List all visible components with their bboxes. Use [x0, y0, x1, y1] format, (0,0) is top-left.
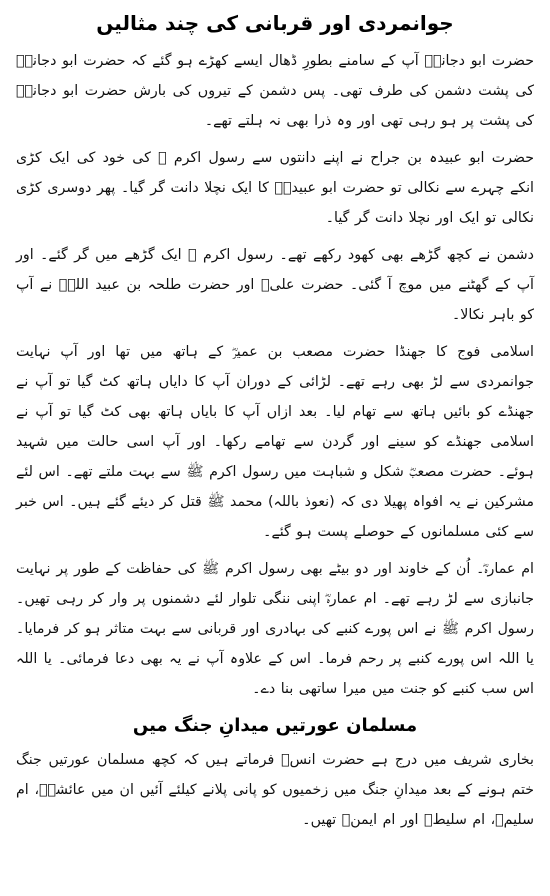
- paragraph-pits: دشمن نے کچھ گڑھے بھی کھود رکھے تھے۔ رسول اکرم ﷺ ایک گڑھے میں گر گئے۔ اور آپ کے گھٹنے میں موچ آ گئی۔ حضرت علیؓ اور حضرت طلحہ بن عبید اللہؓ نے آپ کو باہر نکالا۔: [16, 247, 534, 323]
- paragraph-abu-dujana: حضرت ابو دجانہؓ آپ کے سامنے بطورِ ڈھال ایسے کھڑے ہو گئے کہ حضرت ابو دجانہؓ کی پشت دشمن کی طرف تھی۔ پس دشمن کے تیروں کی بارش حضرت ابو دجانہؓ کی پشت پر ہو رہی تھی اور وہ ذرا بھی نہ ہلتے تھے۔: [16, 53, 534, 129]
- section-title: مسلمان عورتیں میدانِ جنگ میں: [132, 715, 418, 736]
- paragraph-umm-umara: ام عمارہؓ۔ اُن کے خاوند اور دو بیٹے بھی رسول اکرم ﷺ کی حفاظت کے طور پر نہایت جانبازی سے لڑ رہے تھے۔ ام عمارہؓ اپنی ننگی تلوار لئے دشمنوں پر وار کر رہی تھیں۔ رسول اکرم ﷺ نے اس پورے کنبے کی بہادری اور قربانی سے بہت متاثر ہو کر فرمایا۔ یا اللہ اس پورے کنبے پر رحم فرما۔ اس کے علاوہ آپ نے یہ بھی دعا فرمائی۔ یا اللہ اس سب کنبے کو جنت میں میرا ساتھی بنا دے۔: [16, 561, 534, 697]
- page-title: جوانمردی اور قربانی کی چند مثالیں: [96, 11, 454, 35]
- paragraph-abu-ubaidah: حضرت ابو عبیدہ بن جراح نے اپنے دانتوں سے رسول اکرم ﷺ کی خود کی ایک کڑی انکے چہرے سے نکالی تو حضرت ابو عبیدہؓ کا ایک نچلا دانت گر گیا۔ پھر دوسری کڑی نکالی تو ایک اور نچلا دانت گر گیا۔: [16, 150, 534, 226]
- paragraph-women-battlefield: بخاری شریف میں درج ہے حضرت انسؓ فرماتے ہیں کہ کچھ مسلمان عورتیں جنگ ختم ہونے کے بعد میدانِ جنگ میں زخمیوں کو پانی پلانے کیلئے آئیں ان میں عائشہؓ، ام سلیمؓ، ام سلیطؓ اور ام ایمنؓ تھیں۔: [16, 752, 534, 828]
- paragraph-musab: اسلامی فوج کا جھنڈا حضرت مصعب بن عمیرؓ کے ہاتھ میں تھا اور آپ نہایت جوانمردی سے لڑ بھی رہے تھے۔ لڑائی کے دوران آپ کا دایاں ہاتھ کٹ گیا تو آپ نے جھنڈے کو بائیں ہاتھ سے تھام لیا۔ بعد ازاں آپ کا بایاں ہاتھ بھی کٹ گیا تو آپ نے اسلامی جھنڈے کو سینے اور گردن سے تھامے رکھا۔ اور آپ اسی حالت میں شہید ہوئے۔ حضرت مصعبؓ شکل و شباہت میں رسول اکرم ﷺ سے بہت ملتے تھے۔ اس لئے مشرکین نے یہ افواہ پھیلا دی کہ (نعوذ باللہ) محمد ﷺ قتل کر دیئے گئے ہیں۔ اس خبر سے کئی مسلمانوں کے حوصلے پست ہو گئے۔: [16, 344, 534, 540]
